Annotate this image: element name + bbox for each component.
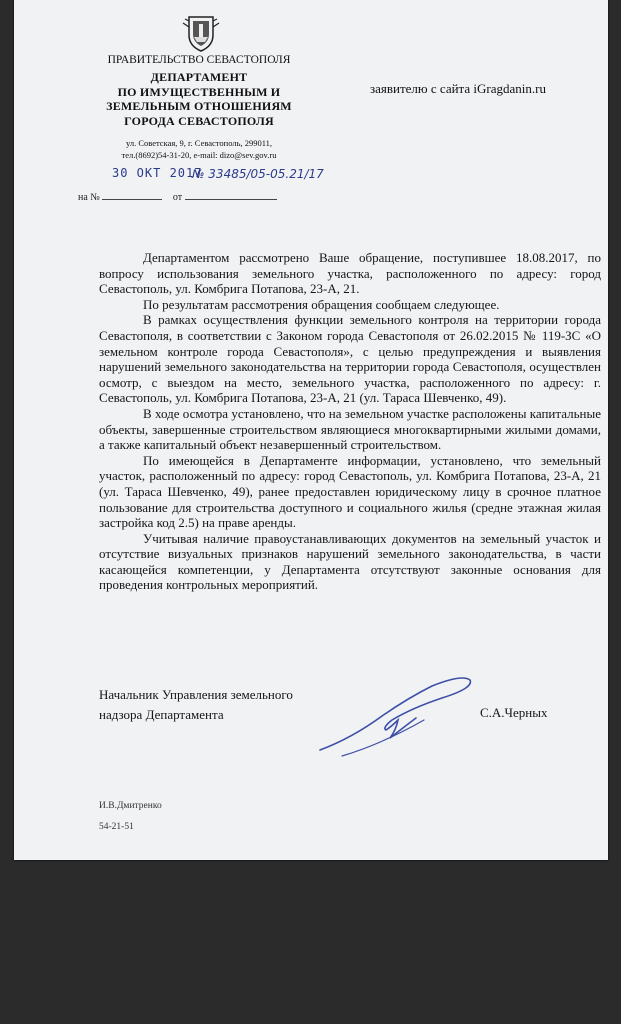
paragraph: По результатам рассмотрения обращения сообщаем следующее.: [143, 296, 500, 312]
paragraph: По имеющейся в Департаменте информации, установлено, что земельный участок, расположенный по адресу: город Севастополь, ул. Комбрига Потапова, 23-А, 21 (ул. Тараса Шевченко, 49), ранее предоставлен юридическому лицу в срочное платное пользование для строительства доступного и социального жилья (средне этажная жилая застройка код 2.5) на праве аренды.: [99, 452, 601, 531]
signatory-name: С.А.Черных: [480, 705, 548, 720]
government-name: ПРАВИТЕЛЬСТВО СЕВАСТОПОЛЯ: [107, 54, 291, 66]
coat-of-arms-icon: [181, 13, 221, 53]
paragraph: В рамках осуществления функции земельного контроля на территории города Севастополя, в соответствии с Законом города Севастополя от 26.02.2015 № 119-ЗС «О земельном контроле города Севастополя», с целью предупреждения и выявления нарушений земельного законодательства на территории города Севастополя, осуществлен осмотр, с выездом на место, земельного участка, расположенного по адресу: г. Севастополь, ул. Комбрига Потапова, 23-А, 21 (ул. Тараса Шевченко, 49).: [99, 312, 601, 406]
registration-number: № 33485/05-05.21/17: [192, 167, 324, 181]
department-name: ДЕПАРТАМЕНТ ПО ИМУЩЕСТВЕННЫМ И ЗЕМЕЛЬНЫМ ОТНОШЕНИЯМ ГОРОДА СЕВАСТОПОЛЯ: [106, 70, 292, 128]
paragraph: Департаментом рассмотрено Ваше обращение, поступившее 18.08.2017, по вопросу использования земельного участка, расположенного по адресу: город Севастополь, ул. Комбрига Потапова, 23-А, 21.: [99, 250, 601, 297]
letter-body: [99, 250, 601, 593]
paragraph: В ходе осмотра установлено, что на земельном участке расположены капитальные объекты, завершенные строительством являющиеся многоквартирными жилыми домами, а также капитальный объект незавершенный строительством.: [99, 405, 601, 453]
reference-line: на № от: [78, 189, 277, 203]
department-contacts: ул. Советская, 9, г. Севастополь, 299011, тел.(8692)54-31-20, e-mail: dizo@sev.gov.ru: [121, 138, 277, 160]
executor-name: И.В.Дмитренко: [99, 801, 162, 811]
executor-phone: 54-21-51: [99, 822, 134, 832]
date-stamp: 30 ОКТ 2017: [112, 166, 203, 180]
letter-page: [14, 0, 608, 860]
handwritten-signature: [312, 668, 482, 763]
executor-info: [99, 796, 162, 838]
paragraph: Учитывая наличие правоустанавливающих документов на земельный участок и отсутствие визуальных признаков нарушений земельного законодательства, в части касающейся компетенции, у Департамента отсутствуют законные основания для проведения контрольных мероприятий.: [99, 530, 601, 593]
signatory-title: Начальник Управления земельного надзора Департамента: [99, 687, 293, 722]
recipient: заявителю с сайта iGragdanin.ru: [370, 81, 546, 96]
